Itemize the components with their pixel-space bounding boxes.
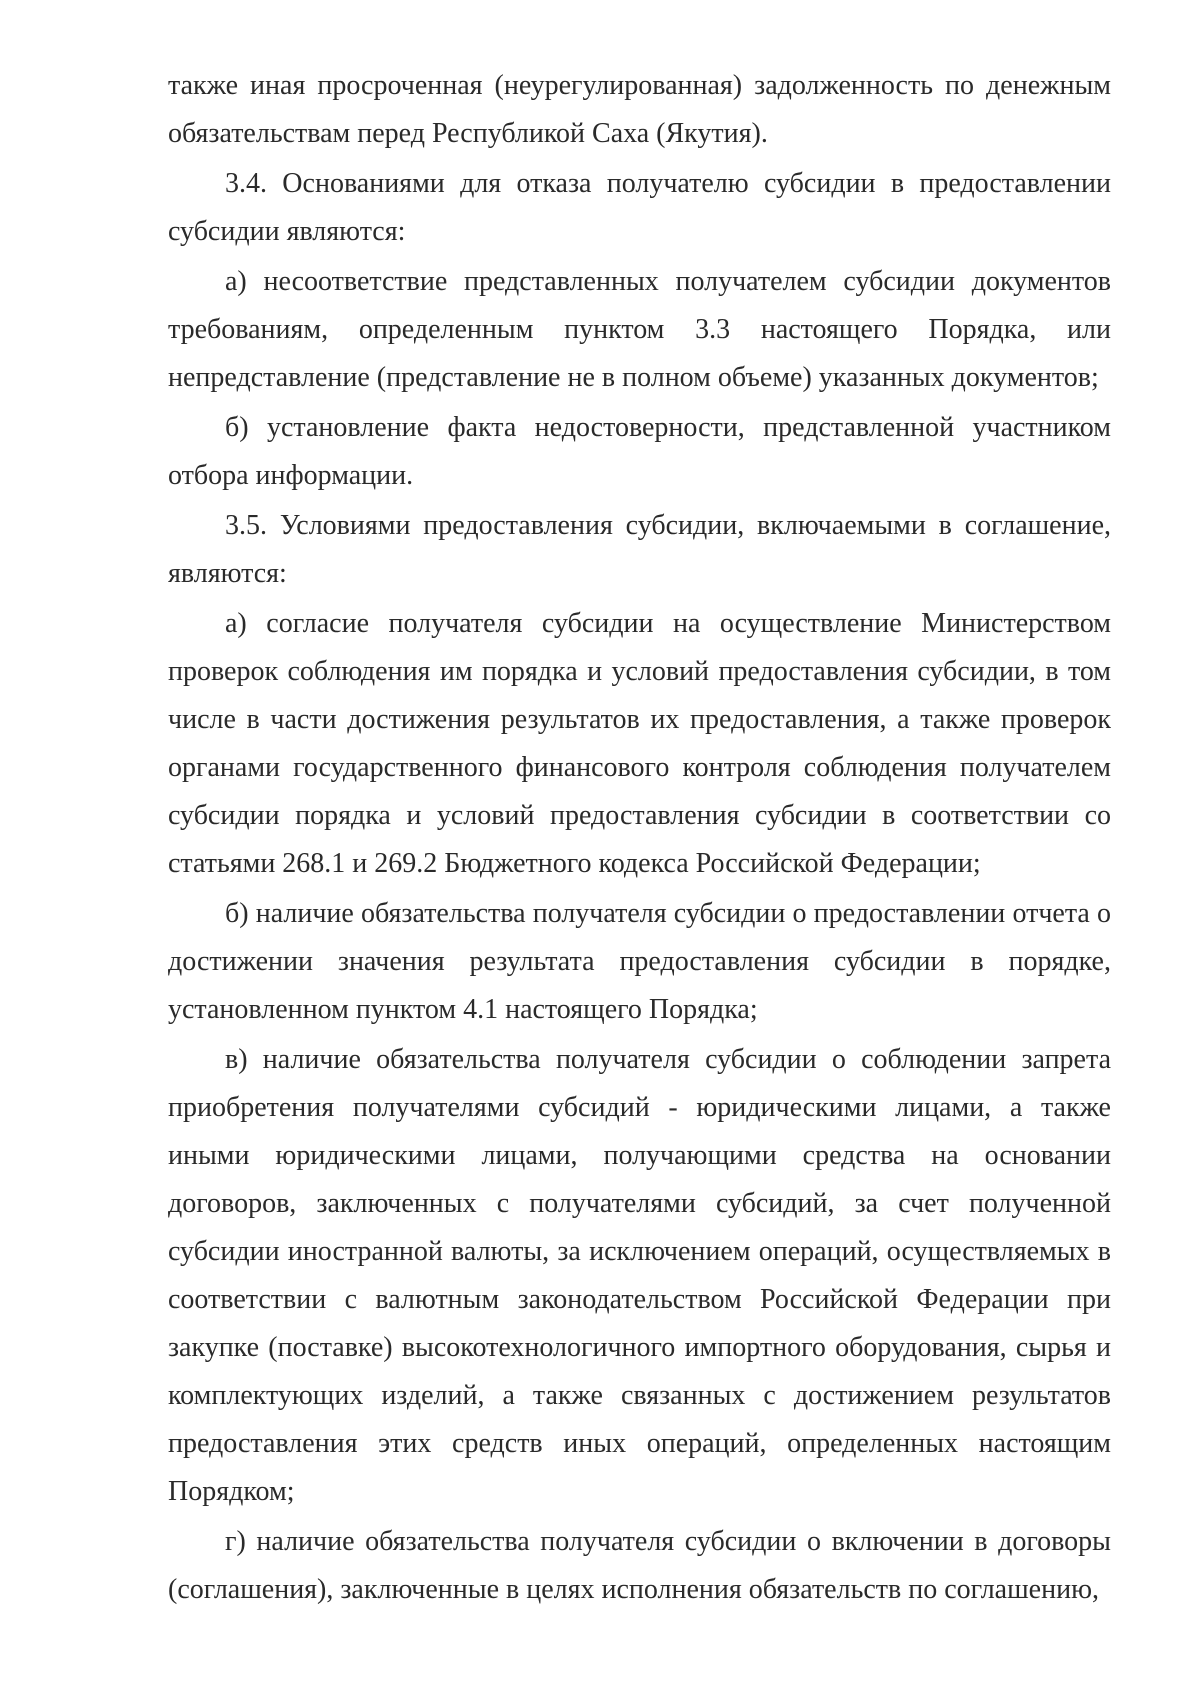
paragraph-3-4-b: б) установление факта недостоверности, представленной участником отбора информации. [168, 412, 1111, 491]
document-body [168, 62, 1111, 1616]
paragraph-3-4-a: а) несоответствие представленных получателем субсидии документов требованиям, определенным пунктом 3.3 настоящего Порядка, или непредставление (представление не в полном объеме) указанных документов; [168, 266, 1111, 393]
paragraph-continuation: также иная просроченная (неурегулированная) задолженность по денежным обязательствам перед Республикой Саха (Якутия). [168, 70, 1111, 149]
paragraph-3-5: 3.5. Условиями предоставления субсидии, включаемыми в соглашение, являются: [168, 510, 1111, 589]
paragraph-3-5-a: а) согласие получателя субсидии на осуществление Министерством проверок соблюдения им порядка и условий предоставления субсидии, в том числе в части достижения результатов их предоставления, а также проверок органами государственного финансового контроля соблюдения получателем субсидии порядка и условий предоставления субсидии в соответствии со статьями 268.1 и 269.2 Бюджетного кодекса Российской Федерации; [168, 608, 1111, 879]
paragraph-3-5-b: б) наличие обязательства получателя субсидии о предоставлении отчета о достижении значения результата предоставления субсидии в порядке, установленном пунктом 4.1 настоящего Порядка; [168, 898, 1111, 1025]
paragraph-3-5-g: г) наличие обязательства получателя субсидии о включении в договоры (соглашения), заключенные в целях исполнения обязательств по соглашению, [168, 1526, 1111, 1605]
paragraph-3-4: 3.4. Основаниями для отказа получателю субсидии в предоставлении субсидии являются: [168, 168, 1111, 247]
paragraph-3-5-v: в) наличие обязательства получателя субсидии о соблюдении запрета приобретения получателями субсидий - юридическими лицами, а также иными юридическими лицами, получающими средства на основании договоров, заключенных с получателями субсидий, за счет полученной субсидии иностранной валюты, за исключением операций, осуществляемых в соответствии с валютным законодательством Российской Федерации при закупке (поставке) высокотехнологичного импортного оборудования, сырья и комплектующих изделий, а также связанных с достижением результатов предоставления этих средств иных операций, определенных настоящим Порядком; [168, 1044, 1111, 1507]
